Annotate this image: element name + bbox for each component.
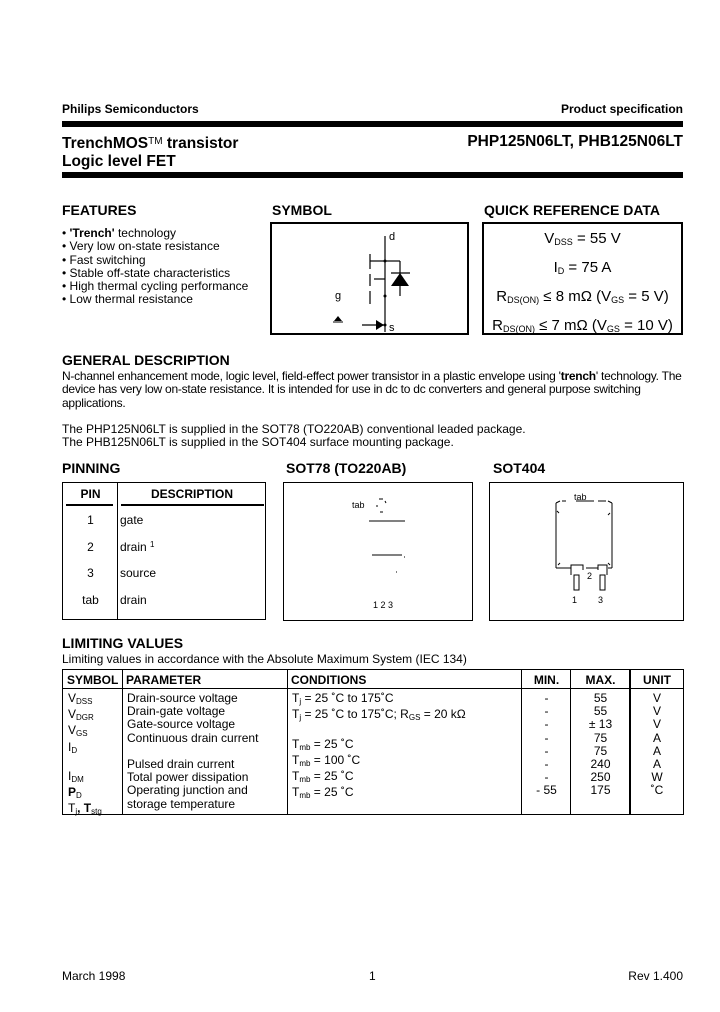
- col-divider: [287, 670, 288, 814]
- sot404-pin2-label: 2: [587, 571, 593, 581]
- parameter-cell: Total power dissipation: [127, 770, 249, 785]
- max-cell: 75: [593, 730, 608, 745]
- max-cell: 250: [590, 770, 611, 785]
- title-line2: Logic level FET: [62, 153, 176, 170]
- feature-item: • Stable off-state characteristics: [62, 265, 231, 280]
- quick-ref-vdss: $V_{DSS} = 55$ V: [544, 230, 621, 247]
- feature-item: • Very low on-state resistance: [62, 239, 220, 254]
- condition-cell: $T_j = 25$ ˚C to 175˚C; $R_{GS} = 20$ kΩ: [292, 707, 466, 723]
- quick-ref-rdson-10v: $R_{DS(ON)} \le 7$ mΩ ($V_{GS} = 10$ V): [492, 317, 673, 334]
- unit-cell: A: [652, 730, 661, 745]
- parameter-cell: Drain-source voltage: [127, 691, 238, 705]
- unit-cell: V: [652, 691, 661, 705]
- min-cell: -: [544, 704, 549, 719]
- feature-item: • High thermal cycling performance: [62, 279, 249, 294]
- symbol-column: [68, 692, 102, 819]
- sot404-supply-note: The PHB125N06LT is supplied in the SOT404 surface mounting package.: [62, 435, 454, 450]
- max-cell: 55: [593, 704, 608, 719]
- pin-description: source: [120, 566, 157, 580]
- min-cell: -: [544, 770, 549, 785]
- quick-ref-title: QUICK REFERENCE DATA: [484, 202, 661, 218]
- unit-cell: A: [652, 757, 661, 772]
- pin-description: drain: [120, 593, 147, 607]
- condition-cell: $T_{mb} = 25$ ˚C: [292, 769, 354, 785]
- min-cell: -: [544, 730, 549, 745]
- sot78-title: SOT78 (TO220AB): [286, 460, 407, 476]
- symbol-cell: $P_D$: [68, 785, 82, 801]
- pin-description: gate: [120, 513, 144, 527]
- conditions-column: [292, 692, 466, 802]
- document-title: [62, 133, 238, 171]
- general-description-para2: [62, 423, 684, 450]
- parameter-header: PARAMETER: [126, 673, 202, 687]
- col-divider: [521, 670, 522, 814]
- part-numbers: PHP125N06LT, PHB125N06LT: [467, 133, 683, 150]
- general-description-title: GENERAL DESCRIPTION: [62, 352, 230, 368]
- quick-ref-id: $I_D = 75$ A: [553, 259, 612, 276]
- sot78-package-diagram: [283, 482, 473, 621]
- unit-cell: ˚C: [650, 783, 664, 798]
- features-title: FEATURES: [62, 202, 137, 218]
- pinning-table: [62, 482, 266, 620]
- unit-cell: V: [652, 717, 661, 732]
- header-rule: [63, 688, 683, 689]
- symbol-header: SYMBOL: [67, 673, 119, 687]
- footer-revision: Rev 1.400: [628, 969, 683, 983]
- pin-number: 3: [87, 566, 94, 580]
- pin-header-rule: [66, 504, 113, 506]
- symbol-cell: $T_j$, $T_{stg}$: [68, 801, 102, 817]
- parameter-cell: storage temperature: [127, 796, 236, 811]
- max-cell: 175: [590, 783, 611, 798]
- quick-ref-rdson-5v: $R_{DS(ON)} \le 8$ mΩ ($V_{GS} = 5$ V): [496, 288, 669, 305]
- pinning-title: PINNING: [62, 460, 121, 476]
- parameter-cell: Operating junction and: [127, 783, 248, 798]
- sot404-outline-icon: [490, 483, 682, 619]
- sot404-tab-label: tab: [574, 492, 587, 502]
- max-column: [572, 692, 629, 798]
- conditions-header: CONDITIONS: [291, 673, 367, 687]
- pin-number: tab: [82, 593, 99, 607]
- pin-description: drain $^1$: [120, 540, 155, 554]
- document-type: Product specification: [560, 102, 683, 116]
- sot404-pin1-label: 1: [572, 595, 578, 605]
- condition-cell: $T_{mb} = 25$ ˚C: [292, 736, 354, 752]
- unit-header: UNIT: [643, 673, 671, 687]
- max-cell: ± 13: [588, 717, 613, 732]
- header-rule-top: [62, 121, 683, 127]
- description-header: DESCRIPTION: [150, 487, 233, 501]
- svg-text:s: s: [389, 322, 395, 333]
- unit-cell: V: [652, 704, 661, 719]
- condition-cell: $T_j = 25$ ˚C to 175˚C: [292, 691, 394, 706]
- company-name: Philips Semiconductors: [62, 102, 199, 116]
- max-cell: 240: [590, 757, 611, 772]
- limiting-values-subtitle: Limiting values in accordance with the Absolute Maximum System (IEC 134): [62, 652, 467, 666]
- symbol-cell: $V_{DGR}$: [68, 707, 94, 723]
- min-cell: -: [544, 691, 549, 705]
- max-cell: 55: [593, 691, 608, 705]
- pin-header: PIN: [80, 487, 101, 501]
- header-rule-bottom: [62, 172, 683, 178]
- symbol-cell: $V_{DSS}$: [68, 691, 93, 706]
- min-header: MIN.: [533, 673, 560, 687]
- sot78-pin-labels: 1 2 3: [373, 600, 394, 610]
- unit-cell: A: [652, 743, 661, 758]
- feature-item: • 'Trench' technology: [62, 226, 176, 240]
- svg-text:d: d: [389, 231, 396, 243]
- unit-column: [631, 692, 683, 798]
- title-trenchmos: TrenchMOS: [62, 135, 149, 152]
- min-cell: -: [544, 743, 549, 758]
- parameter-cell: Pulsed drain current: [127, 757, 235, 772]
- max-cell: 75: [593, 743, 608, 758]
- sot404-title: SOT404: [493, 460, 546, 476]
- trademark-mark: TM: [148, 136, 163, 147]
- sot404-pin3-label: 3: [598, 595, 604, 605]
- col-divider: [122, 670, 123, 814]
- symbol-cell: [68, 757, 102, 770]
- feature-item: • Fast switching: [62, 252, 146, 267]
- svg-text:g: g: [335, 290, 342, 302]
- features-list: [62, 227, 248, 307]
- min-cell: -: [544, 757, 549, 772]
- mosfet-symbol-icon: [272, 224, 467, 333]
- limiting-values-table: [62, 669, 684, 815]
- pin-number: 2: [87, 540, 94, 554]
- condition-cell: $T_{mb} = 100$ ˚C: [292, 752, 361, 768]
- description-header-rule: [121, 504, 264, 506]
- pinning-col-divider: [117, 483, 118, 619]
- col-divider: [570, 670, 571, 814]
- pin-number: 1: [87, 513, 94, 527]
- symbol-cell: $I_D$: [68, 739, 78, 755]
- symbol-cell: $I_{DM}$: [68, 769, 84, 785]
- sot78-outline-icon: [284, 483, 471, 619]
- parameter-cell: Gate-source voltage: [127, 717, 236, 732]
- mosfet-symbol-box: [270, 222, 469, 335]
- parameter-cell: Continuous drain current: [127, 730, 259, 745]
- general-description-para1: N-channel enhancement mode, logic level, field-effect power transistor in a plastic envelope using 'trench' technology. The device has very low on-state resistance. It is intended for use in dc to dc converters and general purpose switching applications.: [62, 369, 682, 410]
- parameter-column: [127, 692, 258, 811]
- sot404-package-diagram: [489, 482, 684, 621]
- symbol-title: SYMBOL: [272, 202, 332, 218]
- symbol-cell: $V_{GS}$: [68, 723, 88, 739]
- condition-cell: $T_{mb} = 25$ ˚C: [292, 785, 354, 801]
- min-cell: -: [544, 717, 549, 732]
- feature-item: • Low thermal resistance: [62, 292, 193, 307]
- min-cell: - 55: [536, 783, 557, 798]
- title-transistor: transistor: [162, 135, 239, 152]
- unit-cell: W: [651, 770, 663, 785]
- max-header: MAX.: [585, 673, 616, 687]
- min-column: [523, 692, 570, 798]
- quick-ref-box: [482, 222, 683, 335]
- sot78-supply-note: The PHP125N06LT is supplied in the SOT78 (TO220AB) conventional leaded package.: [62, 422, 526, 436]
- footer-page-number: 1: [369, 969, 376, 983]
- limiting-values-title: LIMITING VALUES: [62, 635, 184, 651]
- sot78-tab-label: tab: [352, 500, 365, 510]
- footer-date: March 1998: [62, 969, 126, 983]
- parameter-cell: Drain-gate voltage: [127, 704, 226, 719]
